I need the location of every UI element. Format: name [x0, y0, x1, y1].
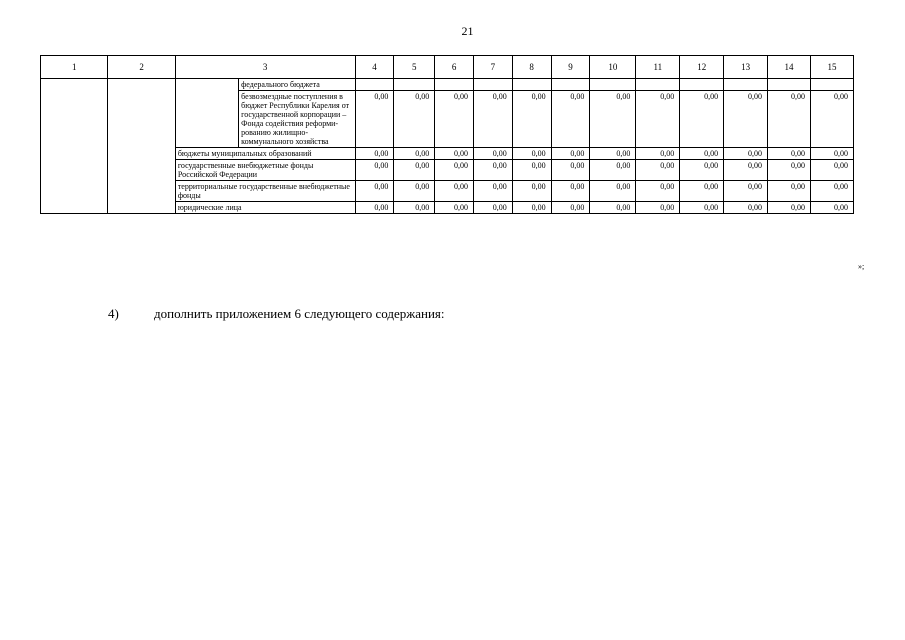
value-cell: 0,00 [680, 160, 724, 181]
value-cell: 0,00 [394, 91, 435, 148]
value-cell: 0,00 [435, 91, 474, 148]
row-label: безвозмездные поступления в бюджет Республики Карелия от государственной корпорации – Фонда содействия реформи-рованию жилищно-коммунального хозяйства [239, 91, 355, 148]
header-cell: 12 [680, 56, 724, 79]
row-label: территориальные государственные внебюджетные фонды [175, 181, 355, 202]
empty-cell [473, 79, 512, 91]
header-cell: 5 [394, 56, 435, 79]
value-cell: 0,00 [810, 91, 853, 148]
header-cell: 15 [810, 56, 853, 79]
empty-cell [394, 79, 435, 91]
value-cell: 0,00 [810, 148, 853, 160]
value-cell: 0,00 [355, 148, 394, 160]
value-cell: 0,00 [680, 91, 724, 148]
header-cell: 13 [724, 56, 768, 79]
header-cell: 9 [551, 56, 590, 79]
value-cell: 0,00 [724, 160, 768, 181]
value-cell: 0,00 [473, 160, 512, 181]
empty-cell [810, 79, 853, 91]
value-cell: 0,00 [512, 148, 551, 160]
value-cell: 0,00 [680, 148, 724, 160]
value-cell: 0,00 [768, 202, 811, 214]
value-cell: 0,00 [394, 160, 435, 181]
header-cell: 6 [435, 56, 474, 79]
header-cell: 14 [768, 56, 811, 79]
value-cell: 0,00 [473, 181, 512, 202]
value-cell: 0,00 [590, 160, 636, 181]
header-cell: 1 [41, 56, 108, 79]
value-cell: 0,00 [768, 160, 811, 181]
header-cell: 8 [512, 56, 551, 79]
header-cell: 7 [473, 56, 512, 79]
value-cell: 0,00 [636, 160, 680, 181]
table-row [41, 79, 854, 91]
value-cell: 0,00 [435, 148, 474, 160]
header-cell: 11 [636, 56, 680, 79]
value-cell: 0,00 [551, 160, 590, 181]
header-cell: 3 [175, 56, 355, 79]
empty-cell [590, 79, 636, 91]
value-cell: 0,00 [768, 91, 811, 148]
value-cell: 0,00 [724, 148, 768, 160]
value-cell: 0,00 [590, 202, 636, 214]
value-cell: 0,00 [473, 202, 512, 214]
header-cell: 2 [108, 56, 175, 79]
value-cell: 0,00 [636, 148, 680, 160]
value-cell: 0,00 [551, 202, 590, 214]
col3-left-cell [175, 79, 238, 148]
value-cell: 0,00 [435, 202, 474, 214]
value-cell: 0,00 [636, 181, 680, 202]
value-cell: 0,00 [680, 202, 724, 214]
value-cell: 0,00 [394, 202, 435, 214]
value-cell: 0,00 [590, 91, 636, 148]
row-label: юридические лица [175, 202, 355, 214]
value-cell: 0,00 [724, 91, 768, 148]
header-row [41, 56, 854, 79]
empty-cell [724, 79, 768, 91]
empty-cell [355, 79, 394, 91]
value-cell: 0,00 [768, 181, 811, 202]
empty-cell [636, 79, 680, 91]
value-cell: 0,00 [394, 148, 435, 160]
value-cell: 0,00 [636, 202, 680, 214]
value-cell: 0,00 [473, 148, 512, 160]
value-cell: 0,00 [512, 181, 551, 202]
value-cell: 0,00 [394, 181, 435, 202]
value-cell: 0,00 [810, 160, 853, 181]
value-cell: 0,00 [435, 160, 474, 181]
value-cell: 0,00 [512, 91, 551, 148]
value-cell: 0,00 [680, 181, 724, 202]
empty-cell [435, 79, 474, 91]
value-cell: 0,00 [355, 181, 394, 202]
value-cell: 0,00 [435, 181, 474, 202]
value-cell: 0,00 [810, 181, 853, 202]
value-cell: 0,00 [551, 91, 590, 148]
value-cell: 0,00 [724, 202, 768, 214]
value-cell: 0,00 [590, 181, 636, 202]
budget-table [40, 55, 854, 214]
header-cell: 4 [355, 56, 394, 79]
row-label: бюджеты муниципальных образований [175, 148, 355, 160]
empty-cell [551, 79, 590, 91]
col1-cell [41, 79, 108, 214]
empty-cell [680, 79, 724, 91]
row-label: государственные внебюджетные фонды Российской Федерации [175, 160, 355, 181]
value-cell: 0,00 [551, 181, 590, 202]
value-cell: 0,00 [473, 91, 512, 148]
value-cell: 0,00 [551, 148, 590, 160]
value-cell: 0,00 [355, 202, 394, 214]
value-cell: 0,00 [355, 91, 394, 148]
page-number: 21 [461, 24, 474, 38]
empty-cell [512, 79, 551, 91]
empty-cell [768, 79, 811, 91]
value-cell: 0,00 [590, 148, 636, 160]
paragraph-text: дополнить приложением 6 следующего содержания: [154, 306, 445, 321]
paragraph-marker: 4) [108, 306, 119, 321]
value-cell: 0,00 [636, 91, 680, 148]
header-cell: 10 [590, 56, 636, 79]
value-cell: 0,00 [724, 181, 768, 202]
row-label: федерального бюджета [239, 79, 355, 91]
value-cell: 0,00 [768, 148, 811, 160]
row-end-mark: »; [858, 262, 865, 271]
value-cell: 0,00 [512, 202, 551, 214]
value-cell: 0,00 [355, 160, 394, 181]
value-cell: 0,00 [512, 160, 551, 181]
value-cell: 0,00 [810, 202, 853, 214]
col2-cell [108, 79, 175, 214]
